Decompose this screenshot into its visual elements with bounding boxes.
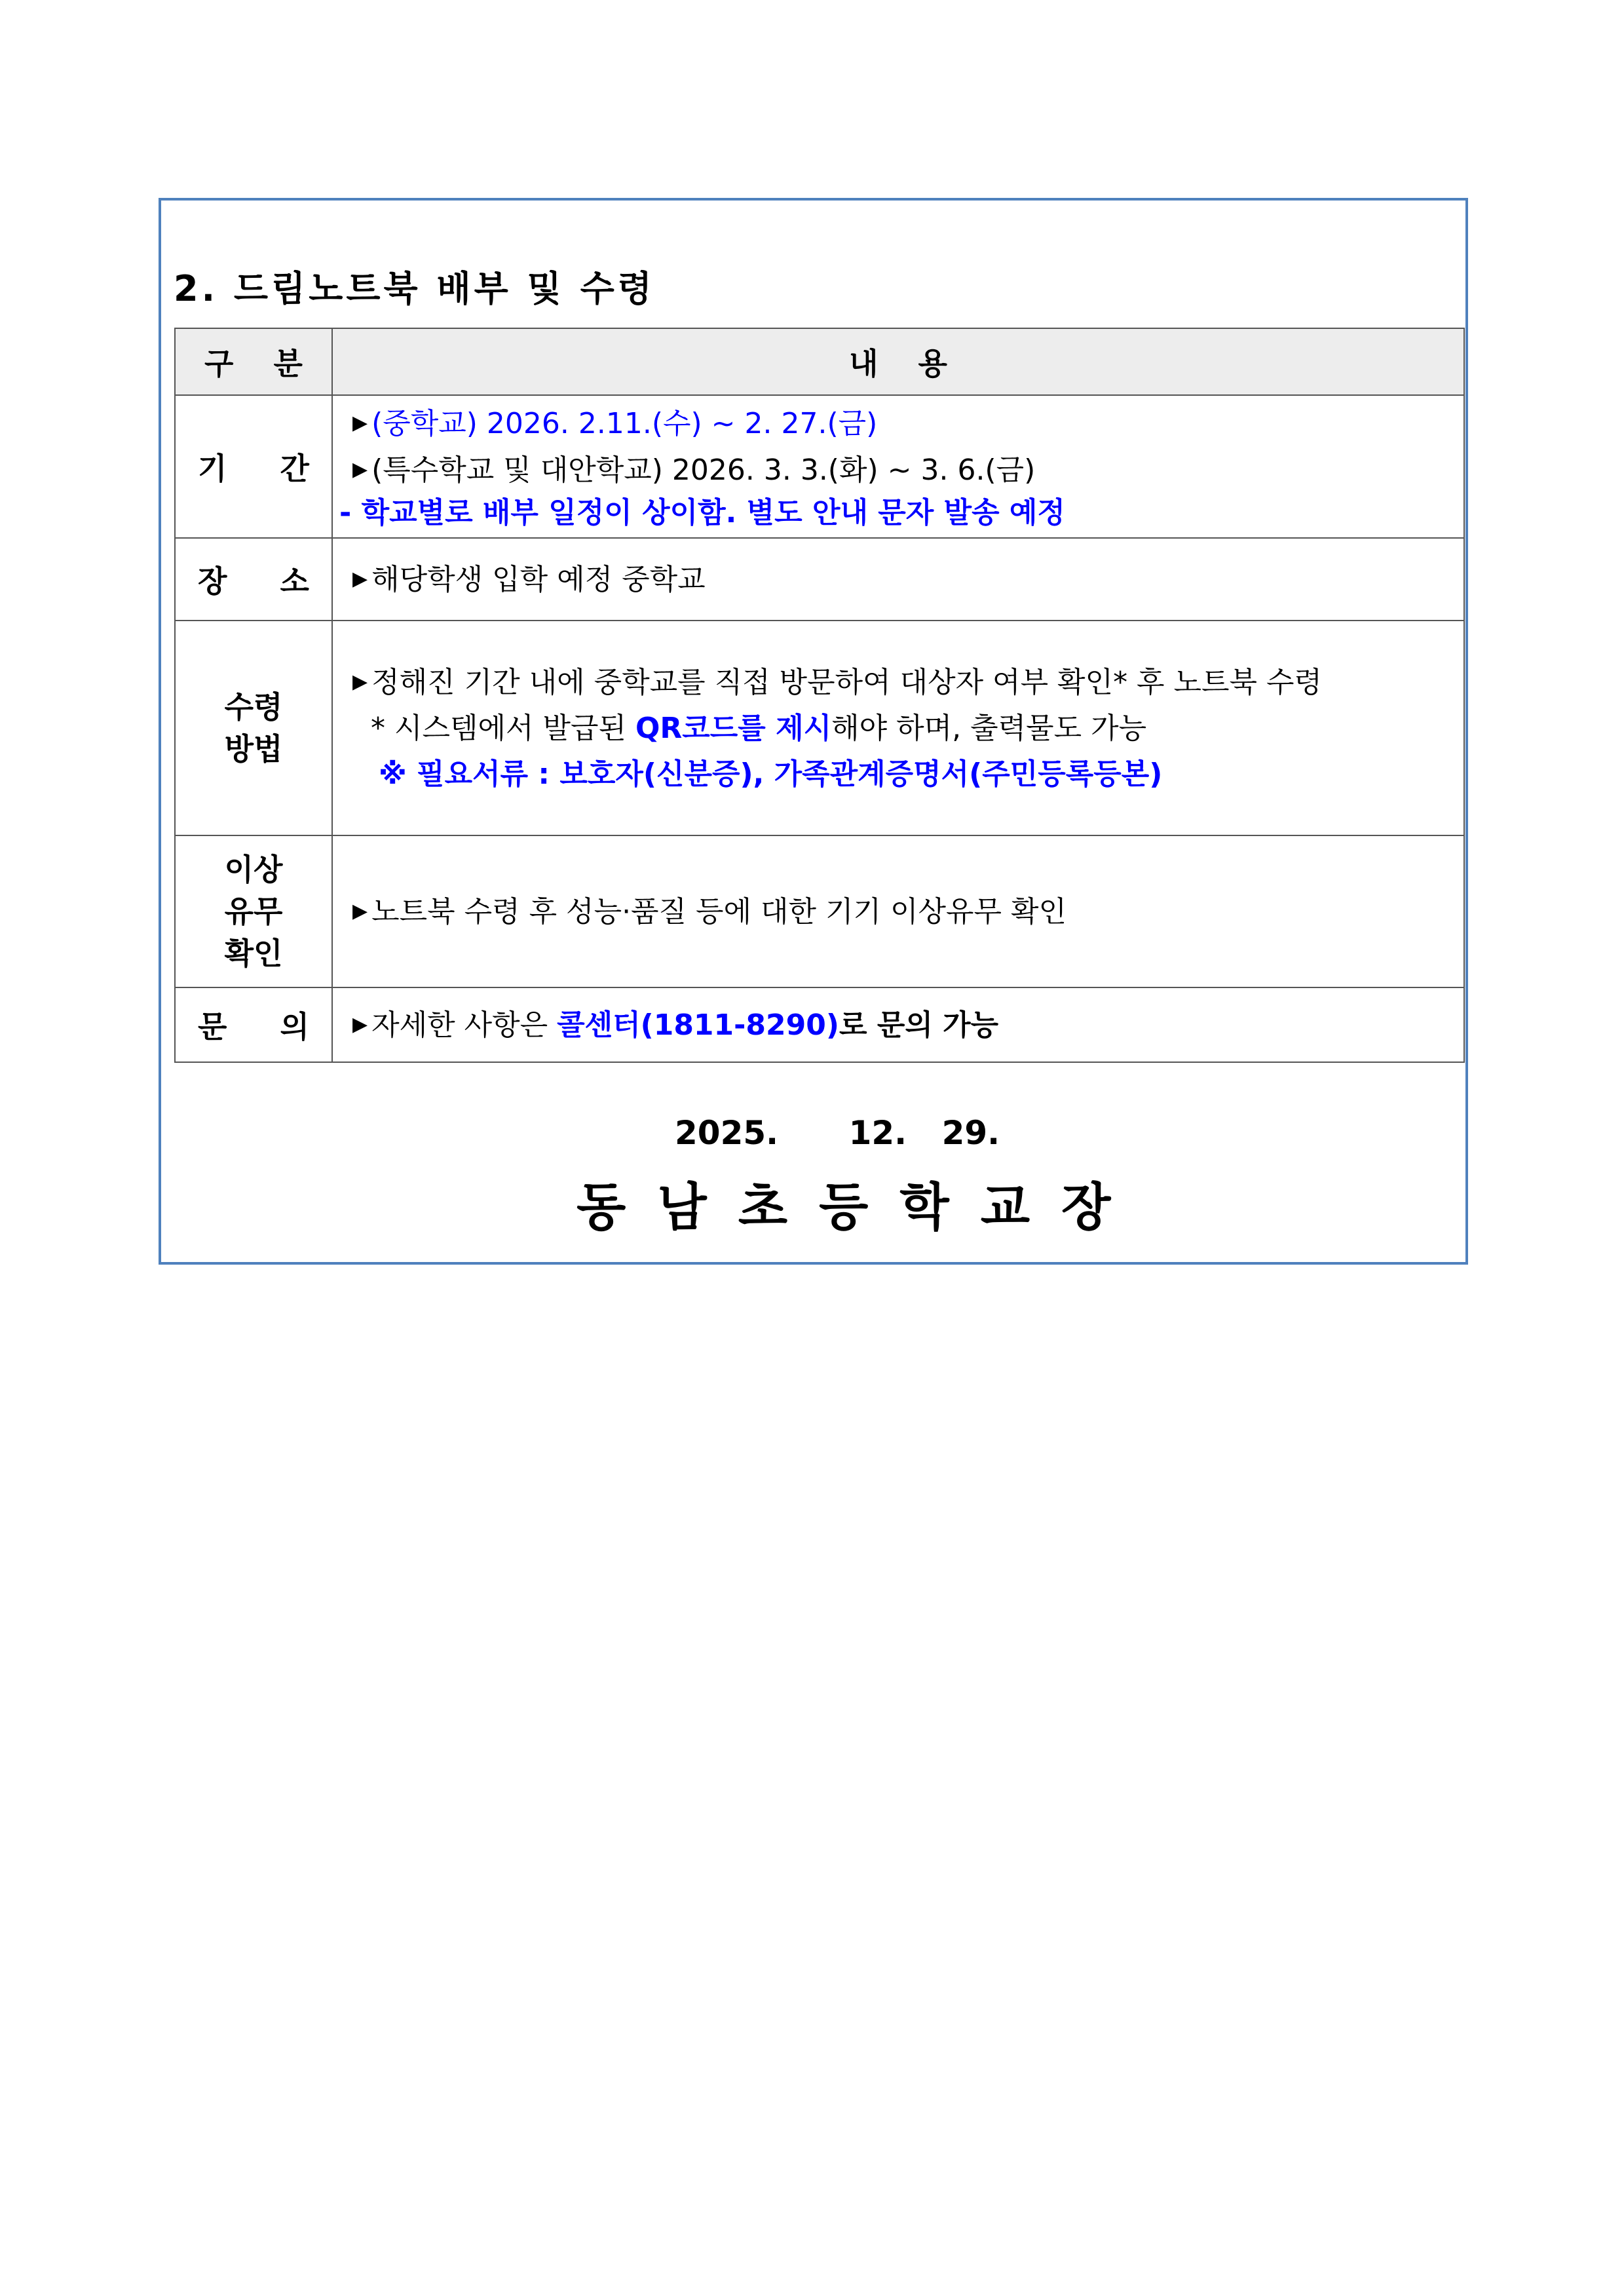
place-label: 장 소: [198, 564, 309, 599]
triangle-right-icon: ▶: [352, 1012, 368, 1036]
check-text: 노트북 수령 후 성능·품질 등에 대한 기기 이상유무 확인: [371, 894, 1067, 928]
signer-name: 동남초등학교장: [576, 1178, 1142, 1237]
method-line1: 정해진 기간 내에 중학교를 직접 방문하여 대상자 여부 확인* 후 노트북 수령: [371, 665, 1323, 699]
check-label-line3: 확인: [224, 936, 283, 971]
method-label-line1: 수령: [224, 689, 283, 725]
method-label-cell: [175, 621, 332, 835]
date-month: 12.: [848, 1114, 907, 1152]
date-day: 29.: [941, 1114, 1000, 1152]
header-content-label: 내 용: [849, 346, 947, 381]
period-middle-prefix: (중학교): [371, 407, 478, 440]
method-line2-pre: * 시스템에서 발급된: [371, 711, 635, 745]
table-row-period: [175, 395, 1464, 538]
period-special-line: [352, 447, 1463, 493]
period-special-text: (특수학교 및 대안학교) 2026. 3. 3.(화) ~ 3. 6.(금): [371, 453, 1036, 487]
method-line3: ※ 필요서류 : 보호자(신분증), 가족관계증명서(주민등록등본): [379, 757, 1163, 791]
check-content: [332, 835, 1464, 987]
table-header-row: [175, 328, 1464, 395]
check-label-line1: 이상: [224, 852, 283, 887]
triangle-right-icon: ▶: [352, 567, 368, 590]
table-row-inquiry: [175, 987, 1464, 1062]
inquiry-content: [332, 987, 1464, 1062]
header-category-label: 구 분: [204, 346, 303, 381]
document-date: [675, 1114, 1000, 1152]
section-title: 2. 드림노트북 배부 및 수령: [174, 268, 655, 309]
date-year: 2025.: [675, 1114, 779, 1152]
table-row-place: [175, 538, 1464, 621]
inquiry-label: 문 의: [198, 1009, 309, 1044]
period-middle-dates: 2026. 2.11.(수) ~ 2. 27.(금): [486, 407, 878, 440]
inquiry-text-pre: 자세한 사항은: [371, 1008, 557, 1042]
header-category: [175, 328, 332, 395]
place-label-cell: [175, 538, 332, 621]
period-content: [332, 395, 1464, 538]
table-row-method: [175, 621, 1464, 835]
method-line2-post: 해야 하며, 출력물도 가능: [831, 711, 1147, 745]
inquiry-text-post: 로 문의 가능: [839, 1008, 999, 1042]
place-content: [332, 538, 1464, 621]
period-label-cell: [175, 395, 332, 538]
triangle-right-icon: ▶: [352, 670, 368, 693]
triangle-right-icon: ▶: [352, 411, 368, 434]
triangle-right-icon: ▶: [352, 458, 368, 481]
triangle-right-icon: ▶: [352, 899, 368, 923]
check-label-cell: [175, 835, 332, 987]
period-note: - 학교별로 배부 일정이 상이함. 별도 안내 문자 발송 예정: [339, 496, 1065, 529]
method-line2: [352, 706, 1463, 752]
method-line2-highlight: QR코드를 제시: [635, 711, 832, 745]
place-text: 해당학생 입학 예정 중학교: [371, 562, 706, 596]
info-table: [174, 328, 1465, 1063]
inquiry-phone: 콜센터(1811-8290): [557, 1008, 839, 1042]
period-label: 기 간: [198, 451, 309, 486]
check-label-line2: 유무: [224, 894, 283, 929]
method-content: [332, 621, 1464, 835]
inquiry-label-cell: [175, 987, 332, 1062]
period-middle-line: [352, 400, 1463, 447]
table-row-check: [175, 835, 1464, 987]
header-content: [332, 328, 1464, 395]
method-label-line2: 방법: [224, 731, 283, 767]
